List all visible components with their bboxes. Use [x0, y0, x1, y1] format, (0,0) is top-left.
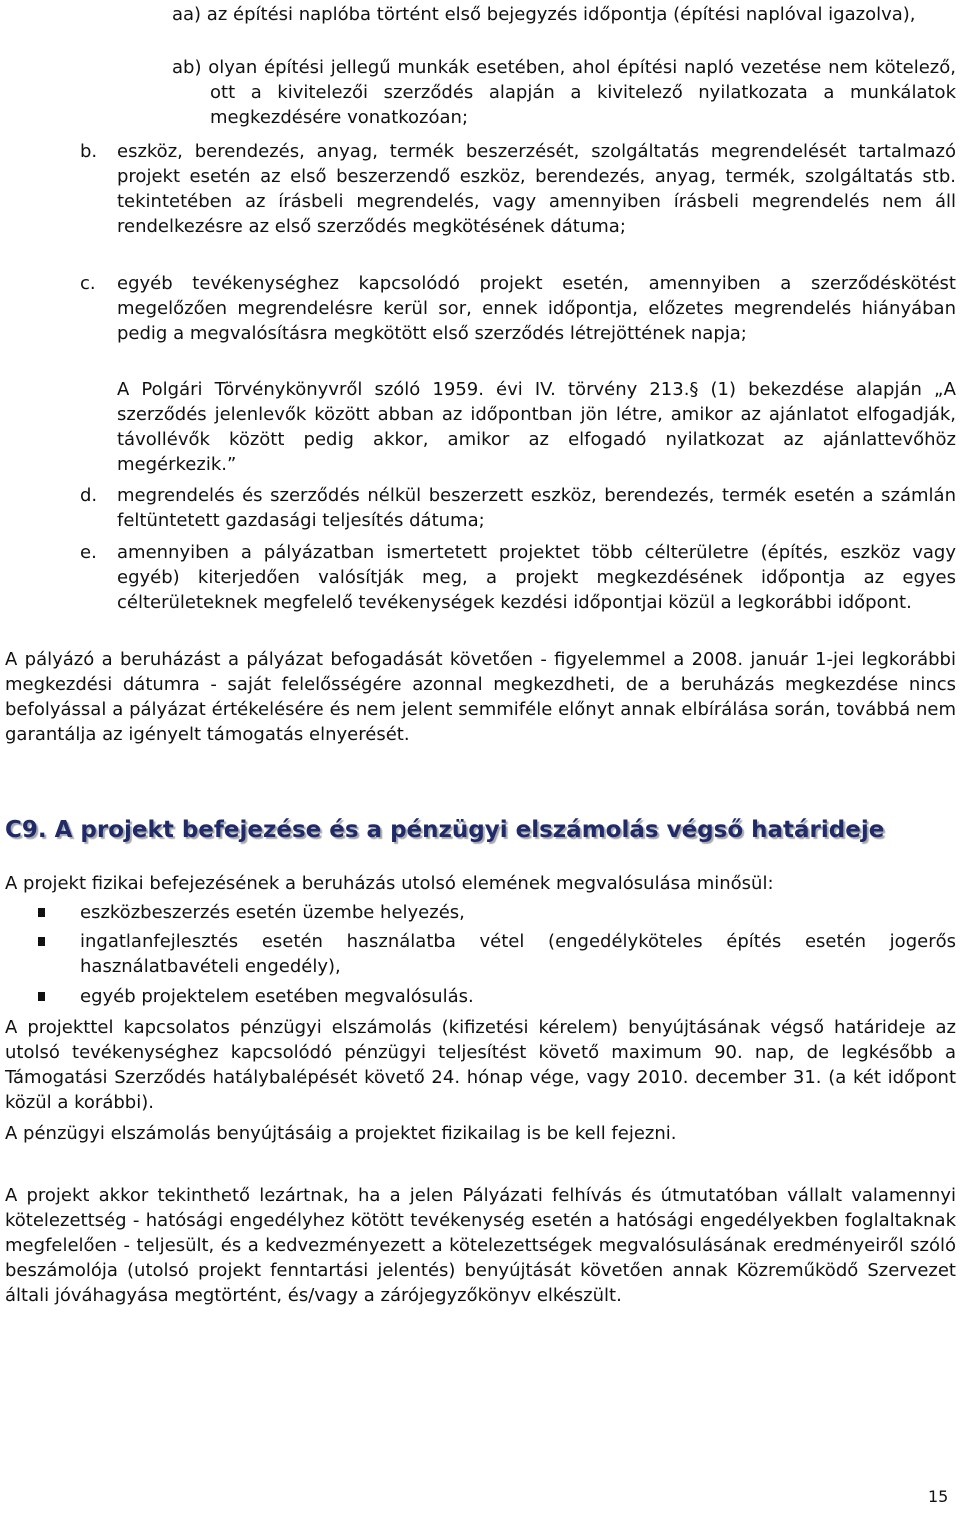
list-item-aa: aa) az építési naplóba történt első bejegyzés időpontja (építési naplóval igazolva), — [172, 4, 916, 25]
list-item-b — [80, 139, 956, 239]
paragraph-physical-completion: A pénzügyi elszámolás benyújtásáig a projektet fizikailag is be kell fejezni. — [5, 1123, 677, 1144]
list-marker-b: b. — [80, 141, 98, 162]
bullet-marker-1 — [38, 908, 45, 917]
list-item-ab: ab) olyan építési jellegű munkák esetében, ahol építési napló vezetése nem kötelező, ott a kivitelezői szerződés alapján a kivitelező nyilatkozata a munkálatok megkezdésére vonatkozóan; — [172, 57, 956, 128]
list-item-b-text: eszköz, berendezés, anyag, termék beszerzését, szolgáltatás megrendelését tartalmazó projekt esetén az első beszerzendő eszköz, berendezés, anyag, termék, szolgáltatás stb. tekintetében az írásbeli megrendelés, vagy amennyiben írásbeli megrendelés nem áll rendelkezésre az első szerződés megkötésének dátuma; — [117, 141, 956, 237]
paragraph-financial-deadline: A projekttel kapcsolatos pénzügyi elszámolás (kifizetési kérelem) benyújtásának végső határideje az utolsó tevékenységhez kapcsolódó pénzügyi teljesítést követő maximum 90. nap, de legkésőbb a Támogatási Szerződés hatálybalépését követő 24. hónap vége, vagy 2010. december 31. (a két időpont közül a korábbi). — [5, 1017, 956, 1113]
bullet-marker-3 — [38, 992, 45, 1001]
list-item-e-text: amennyiben a pályázatban ismertetett projektet több célterületre (építés, eszköz vagy egyéb) kiterjedően valósítják meg, a projekt megkezdésének időpontja az egyes célterületeknek megfelelő tevékenységek kezdési időpontjai közül a legkorábbi időpont. — [117, 542, 956, 613]
list-marker-e: e. — [80, 542, 97, 563]
section-heading-c9: C9. A projekt befejezése és a pénzügyi elszámolás végső határideje — [5, 817, 885, 843]
bullet-item-3: egyéb projektelem esetében megvalósulás. — [80, 986, 474, 1007]
civil-code-note: A Polgári Törvénykönyvről szóló 1959. évi IV. törvény 213.§ (1) bekezdése alapján „A szerződés jelenlevők között abban az időpontban jön létre, amikor az ajánlatot elfogadják, távollévők között pedig akkor, amikor az elfogadó nyilatkozat az ajánlattevőhöz megérkezik.” — [117, 379, 956, 475]
paragraph-completion-intro: A projekt fizikai befejezésének a beruházás utolsó elemének megvalósulása minősül: — [5, 873, 774, 894]
list-item-c-text: egyéb tevékenységhez kapcsolódó projekt esetén, amennyiben a szerződéskötést megelőzően megrendelésre kerül sor, ennek időpontja, előzetes megrendelés hiányában pedig a megvalósításra megkötött első szerződés létrejöttének napja; — [117, 273, 956, 344]
list-item-e — [80, 540, 956, 615]
bullet-item-1: eszközbeszerzés esetén üzembe helyezés, — [80, 902, 465, 923]
bullet-item-2: ingatlanfejlesztés esetén használatba vétel (engedélyköteles építés esetén jogerős használatbavételi engedély), — [80, 931, 956, 977]
paragraph-project-closure: A projekt akkor tekinthető lezártnak, ha a jelen Pályázati felhívás és útmutatóban vállalt valamennyi kötelezettség - hatósági engedélyhez kötött tevékenység esetén a hatósági engedélyekben foglaltaknak megfelelően - teljesült, és a kedvezményezett a kötelezettségek megvalósulásának eredményeiről szóló beszámolója (utolsó projekt fenntartási jelentés) benyújtását követően annak Közreműködő Szervezet általi jóváhagyása megtörtént, és/vagy a zárójegyzőkönyv elkészült. — [5, 1185, 956, 1306]
list-marker-d: d. — [80, 485, 98, 506]
list-marker-c: c. — [80, 273, 96, 294]
list-item-d-text: megrendelés és szerződés nélkül beszerzett eszköz, berendezés, termék esetén a számlán feltüntetett gazdasági teljesítés dátuma; — [117, 485, 956, 531]
list-item-c — [80, 271, 956, 346]
list-item-d — [80, 483, 956, 533]
paragraph-project-start: A pályázó a beruházást a pályázat befogadását követően - figyelemmel a 2008. január 1-jei legkorábbi megkezdési dátumra - saját felelősségére azonnal megkezdheti, de a beruházás megkezdése nincs befolyással a pályázat értékelésére és nem jelent semmiféle előnyt annak elbírálása során, továbbá nem garantálja az igényelt támogatás elnyerését. — [5, 649, 956, 745]
bullet-marker-2 — [38, 937, 45, 946]
page-number: 15 — [928, 1487, 949, 1506]
